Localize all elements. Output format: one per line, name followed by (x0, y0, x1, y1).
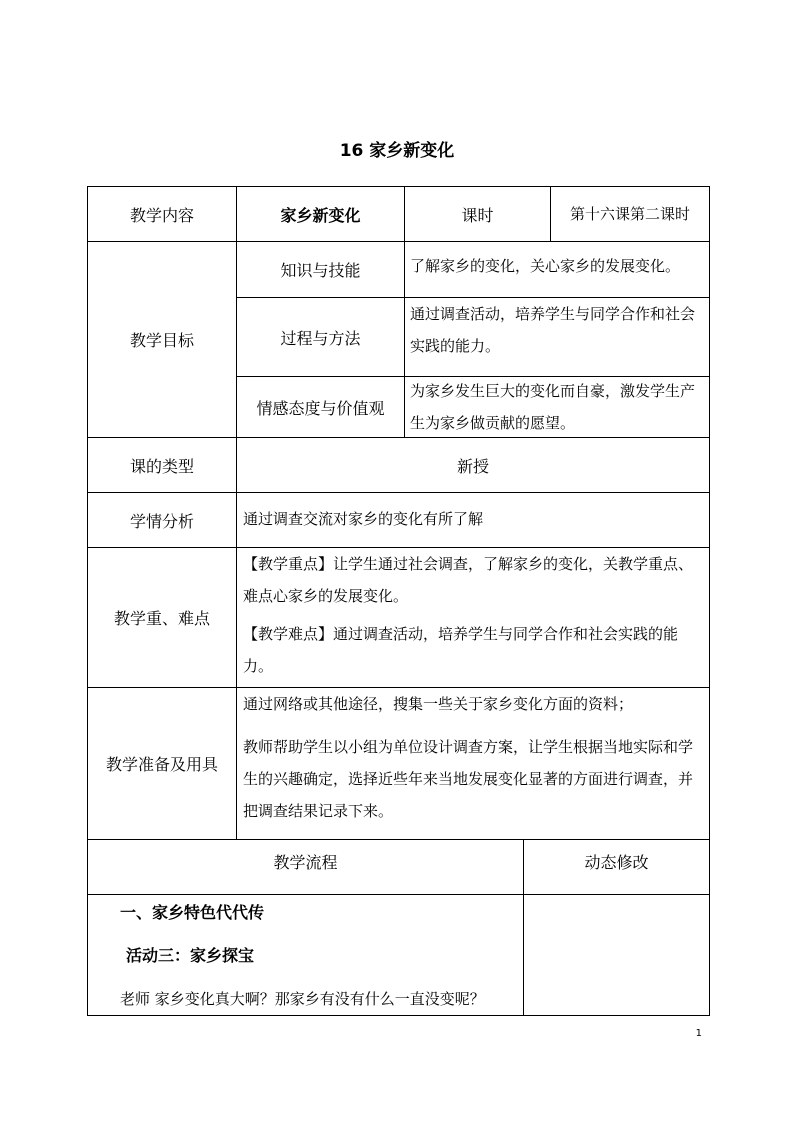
goal-text: 通过调查活动，培养学生与同学合作和社会实践的能力。 (410, 305, 696, 355)
table-border (709, 186, 710, 1016)
section-title: 一、家乡特色代代传 (120, 903, 265, 922)
table-border (87, 1015, 710, 1016)
period-label: 课时 (461, 205, 494, 225)
difficulty-paragraph (243, 618, 707, 682)
focus-text: 让学生通过社会调查，了解家乡的变化，关教学重点、难点心家乡的发展变化。 (243, 555, 694, 605)
revise-label: 动态修改 (584, 852, 649, 872)
goal-name: 知识与技能 (280, 261, 361, 280)
lesson-type-label: 课的类型 (129, 456, 194, 476)
key-points-body (243, 548, 707, 682)
period-value: 第十六课第二课时 (569, 205, 690, 223)
activity-title: 活动三：家乡探宝 (126, 946, 255, 965)
goal-text: 为家乡发生巨大的变化而自豪，激发学生产生为家乡做贡献的愿望。 (410, 382, 696, 432)
document-title: 16 家乡新变化 (339, 141, 455, 161)
content-label: 教学内容 (129, 205, 194, 225)
key-points-label: 教学重、难点 (113, 609, 210, 628)
analysis-label: 学情分析 (129, 511, 194, 531)
preparation-label: 教学准备及用具 (105, 755, 218, 774)
preparation-paragraph: 教师帮助学生以小组为单位设计调查方案，让学生根据当地实际和学生的兴趣确定，选择近些年来当地发展变化显著的方面进行调查，并把调查结果记录下来。 (243, 738, 694, 820)
flow-label: 教学流程 (273, 852, 338, 872)
teacher-line: 老师 家乡变化真大啊？那家乡有没有什么一直没变呢？ (120, 990, 485, 1008)
content-value: 家乡新变化 (280, 205, 361, 225)
analysis-value: 通过调查交流对家乡的变化有所了解 (243, 510, 484, 528)
goal-name: 情感态度与价值观 (256, 398, 385, 418)
difficulty-tag: 【教学难点】 (243, 625, 334, 643)
preparation-body (243, 688, 707, 827)
page-number: 1 (695, 1028, 702, 1039)
goal-text: 了解家乡的变化，关心家乡的发展变化。 (410, 257, 681, 275)
focus-paragraph (243, 548, 707, 612)
preparation-paragraph: 通过网络或其他途径，搜集一些关于家乡变化方面的资料； (243, 695, 634, 713)
focus-tag: 【教学重点】 (243, 555, 334, 573)
lesson-type-value: 新授 (456, 456, 489, 476)
difficulty-text: 通过调查活动，培养学生与同学合作和社会实践的能力。 (243, 625, 679, 675)
table-rule (87, 894, 710, 895)
goal-name: 过程与方法 (280, 328, 361, 348)
goals-label: 教学目标 (129, 331, 194, 350)
